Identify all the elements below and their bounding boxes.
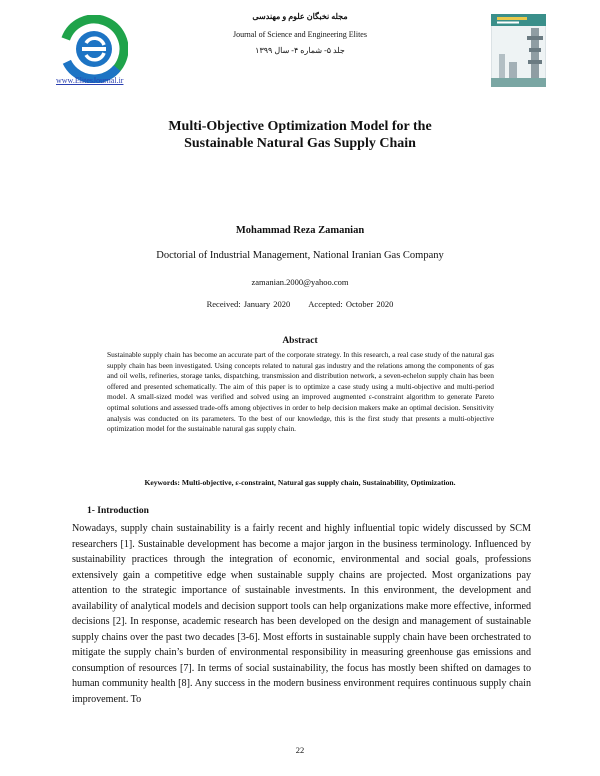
author-name: Mohammad Reza Zamanian xyxy=(235,225,365,236)
submission-dates xyxy=(60,299,540,309)
received-date: Received: January 2020 xyxy=(206,299,291,309)
journal-name-persian: مجله نخبگان علوم و مهندسی xyxy=(252,12,348,21)
journal-logo xyxy=(60,15,128,83)
section-heading-introduction: 1- Introduction xyxy=(87,506,149,516)
accepted-date: Accepted: October 2020 xyxy=(308,299,394,309)
page-number: 22 xyxy=(295,745,305,755)
journal-website-link[interactable]: www.ElitesJournal.ir xyxy=(56,76,124,85)
journal-name-english: Journal of Science and Engineering Elites xyxy=(233,30,367,39)
abstract-heading: Abstract xyxy=(282,336,318,346)
journal-cover-image xyxy=(491,14,546,87)
abstract-text: Sustainable supply chain has become an accurate part of the corporate strategy. In this research, a real case study of the natural gas supply chain has been investigated. Using concepts related to natural gas industry and the relations among the components of gas and oil wells, refineries, storage tanks, dispatching, transmission and distribution network, a seven-echelon supply chain has been offered and presented schematically. The aim of this paper is to optimize a case study using a multi-objective and multi-period model. A small-sized model was verified and solved using an improved augmented ε-constraint algorithm to generate Pareto optimal solutions and assessed trade-offs among objectives in order to help decision makers make an optimal decision. Sensitivity analysis was conducted on its parameters. To the best of our knowledge, this is the first study that presents a multi-objective optimization model for the sustainable natural gas supply chain. xyxy=(107,350,494,434)
paper-title-line-2: Sustainable Natural Gas Supply Chain xyxy=(184,136,416,151)
keywords: Keywords: Multi-objective, ε-constraint, Natural gas supply chain, Sustainability, Optimization. xyxy=(144,478,456,487)
journal-volume-persian: جلد ۵- شماره ۴- سال ۱۳۹۹ xyxy=(255,46,345,55)
author-email: zamanian.2000@yahoo.com xyxy=(251,277,349,287)
paper-title xyxy=(60,118,540,152)
author-affiliation: Doctorial of Industrial Management, National Iranian Gas Company xyxy=(156,250,444,261)
paper-title-line-1: Multi-Objective Optimization Model for the xyxy=(168,119,432,134)
introduction-text: Nowadays, supply chain sustainability is a fairly recent and highly influential topic widely discussed by SCM researchers [1]. Sustainable development has become a major jargon in the business terminology. Influenced by sustainability practices through the integration of economic, environmental and social goals, professions extensively gain a competitive edge when sustainable supply chains are projected. Most organizations pay attention to the strategic importance of sustainable investments. In this environment, the development and availability of analytical models and decision support tools can help organizations make more effective, informed decisions [2]. In response, academic research has been developed on the design and management of sustainable supply chains over the past two decades [3-6]. Most efforts in sustainable supply chain have been orchestrated to mitigate the supply chain’s burden of environmental responsibility in measuring greenhouse gas emissions and consumption of resources [7]. In terms of social sustainability, the focus has mostly been shifted on damages to human community health [8]. Any success in the modern business environment requires continuous supply chain improvement. To xyxy=(72,523,531,705)
